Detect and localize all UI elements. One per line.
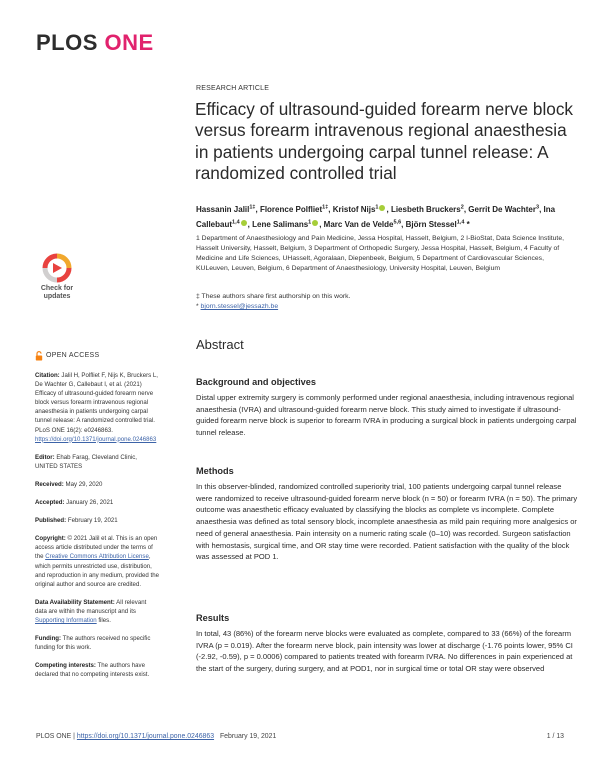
- article-type: RESEARCH ARTICLE: [196, 85, 270, 92]
- footer-left: [36, 733, 276, 740]
- editor-block: [35, 453, 159, 471]
- author-name: Lene Salimans: [252, 219, 309, 229]
- author-name: Florence Polfliet: [259, 204, 323, 214]
- affiliations: 1 Department of Anaesthesiology and Pain Medicine, Jessa Hospital, Hasselt, Belgium, 2 I-BioStat, Data Science Institute, Hasselt University, Hasselt, Belgium, 3 Department of Orthopedic Surgery, Jessa Hospital, Hasselt, Belgium, 4 Faculty of Medicine and Life Sciences, UHasselt, Agoralaan, Diepenbeek, Belgium, 5 Department of Cardiovascular Sciences, KULeuven, Leuven, Belgium, 6 Department of Anaesthesiology, University Hospital, Leuven, Belgium: [196, 235, 564, 272]
- author-notes: [196, 292, 576, 312]
- author-separator: ,: [463, 204, 469, 214]
- data-availability-text-pre: All relevant data are within the manuscript and its: [35, 598, 147, 615]
- author: [406, 220, 470, 229]
- funding-label: Funding:: [35, 635, 62, 643]
- section-text: In total, 43 (86%) of the forearm nerve blocks were evaluated as complete, compared to 33 (66%) of the forearm IVRA (p = 0.019). After the forearm nerve block, pain intensity was lower at discharge (-1.76 points lower, 95% CI (-2.92, -0.59), p = 0.0006) compared to patients treated with forearm IVRA. No differences in pain experienced at the start of the surgery, during surgery, and at POD1, nor in surgical time or total OR stay were observed: [196, 629, 573, 674]
- copyright-block: [35, 534, 159, 589]
- competing-interests-block: [35, 661, 159, 679]
- corresponding-email-link[interactable]: bjorn.stessel@jessazh.be: [200, 303, 279, 310]
- citation-text: Jalil H, Polfliet F, Nijs K, Bruckers L, De Wachter G, Callebaut I, et al. (2021) Efficacy of ultrasound-guided forearm nerve block versus forearm intravenous regional anaesthesia in patients undergoing carpal tunnel release: A randomized controlled trial. PLoS ONE 16(2): e0246863.: [35, 372, 158, 434]
- check-for-updates-badge[interactable]: [35, 253, 79, 313]
- accepted-label: Accepted:: [35, 499, 65, 507]
- accepted-block: [35, 498, 159, 507]
- corresponding-author-note: [196, 302, 576, 312]
- competing-interests-label: Competing interests:: [35, 662, 96, 670]
- author: [391, 205, 468, 214]
- published-label: Published:: [35, 517, 67, 525]
- orcid-icon[interactable]: [379, 205, 385, 211]
- author-separator: ,: [539, 204, 544, 214]
- logo-plos: PLOS: [36, 30, 98, 55]
- footer-doi-link[interactable]: https://doi.org/10.1371/journal.pone.0246863: [76, 733, 215, 740]
- received-date: May 29, 2020: [65, 480, 103, 488]
- abstract-section-methods: [196, 466, 578, 563]
- author: [196, 205, 260, 214]
- received-block: [35, 480, 159, 489]
- journal-logo: [36, 30, 154, 56]
- author-name: Björn Stessel: [405, 219, 457, 229]
- author-affiliation-marker: 1,4: [456, 219, 465, 226]
- section-heading: Background and objectives: [196, 377, 316, 387]
- open-access-badge: [35, 351, 159, 361]
- section-heading: Methods: [196, 466, 234, 476]
- section-heading: Results: [196, 613, 230, 623]
- author-affiliation-marker: 1,4: [232, 219, 240, 226]
- author-name: Kristof Nijs: [332, 204, 376, 214]
- footer-separator: |: [73, 733, 75, 740]
- author-separator: ,: [386, 204, 391, 214]
- page-number: 1 / 13: [546, 733, 564, 740]
- footer-journal: PLOS ONE: [36, 733, 72, 740]
- footer-date: February 19, 2021: [219, 733, 277, 740]
- author-affiliation-marker: 2: [460, 204, 464, 210]
- copyright-text-pre: © 2021 Jalil et al. This is an open access article distributed under the terms of the: [35, 535, 158, 561]
- author-name: Gerrit De Wachter: [468, 204, 536, 214]
- article-info-sidebar: [35, 351, 159, 688]
- open-access-label: OPEN ACCESS: [46, 352, 100, 360]
- author-list: [196, 201, 576, 231]
- citation-doi-link[interactable]: https://doi.org/10.1371/journal.pone.0246863: [35, 435, 157, 443]
- funding-block: [35, 634, 159, 652]
- author-affiliation-marker: 5,6: [393, 219, 402, 226]
- editor-text: Ehab Farag, Cleveland Clinic, UNITED STATES: [35, 453, 137, 470]
- abstract-section-results: [196, 613, 578, 675]
- received-label: Received:: [35, 480, 64, 488]
- author-affiliation-marker: 1: [308, 219, 312, 226]
- abstract-section-background: [196, 377, 578, 439]
- author-name: Ina Callebaut: [196, 204, 556, 229]
- abstract-heading: Abstract: [196, 337, 244, 352]
- published-block: [35, 516, 159, 525]
- author: [324, 220, 406, 229]
- supporting-information-link[interactable]: Supporting Information: [35, 616, 97, 624]
- author-affiliation-marker: 1‡: [249, 204, 256, 210]
- check-updates-line2: updates: [43, 293, 71, 300]
- open-lock-icon: [35, 351, 43, 361]
- accepted-date: January 26, 2021: [66, 499, 114, 507]
- data-availability-text-post: files.: [98, 616, 111, 624]
- author-separator: ,: [247, 219, 253, 229]
- page-footer: [36, 733, 564, 740]
- author-separator: *: [464, 219, 470, 229]
- section-text: In this observer-blinded, randomized controlled superiority trial, 100 patients undergoing carpal tunnel release were randomized to receive ultrasound-guided forearm nerve block (n = 50) or forearm IVRA (n = 50). The primary outcome was anaesthetic efficacy evaluated by classifying the blocks as complete vs incomplete. Complete anaesthesia was defined as total sensory block, incomplete anaesthesia as mild pain requiring more analgesics or need of general anaesthesia. Pain intensity on a numeric rating scale (0–10) was recorded. Surgeon satisfaction with hemostasis, surgical time, and OR stay time were recorded. Patient satisfaction with the quality of the block was assessed at POD 1.: [196, 482, 578, 562]
- copyright-text-post: , which permits unrestricted use, distribution, and reproduction in any medium, provided the original author and source are credited.: [35, 553, 159, 588]
- editor-label: Editor:: [35, 453, 55, 461]
- author-affiliation-marker: 1‡: [322, 204, 329, 210]
- funding-text: The authors received no specific funding for this work.: [35, 635, 151, 652]
- author: [252, 220, 324, 229]
- competing-interests-text: The authors have declared that no competing interests exist.: [35, 662, 150, 679]
- check-updates-icon: [42, 253, 72, 283]
- author-affiliation-marker: 3: [536, 204, 540, 210]
- author-separator: ,: [328, 204, 333, 214]
- article-title: Efficacy of ultrasound-guided forearm nerve block versus forearm intravenous regional anaesthesia in patients undergoing carpal tunnel release: A randomized controlled trial: [195, 99, 574, 184]
- orcid-icon[interactable]: [312, 220, 318, 226]
- published-date: February 19, 2021: [67, 517, 118, 525]
- citation-block: [35, 371, 159, 444]
- check-updates-line1: Check for: [40, 285, 74, 292]
- author-separator: ,: [255, 204, 260, 214]
- copyright-label: Copyright:: [35, 535, 66, 543]
- asterisk-mark: *: [196, 303, 199, 310]
- shared-authorship-note: ‡ These authors share first authorship on this work.: [196, 293, 351, 300]
- author: [260, 205, 333, 214]
- data-availability-label: Data Availability Statement:: [35, 598, 115, 606]
- author-name: Marc Van de Velde: [323, 219, 394, 229]
- data-availability-block: [35, 598, 159, 625]
- logo-one: ONE: [104, 30, 154, 55]
- cc-license-link[interactable]: Creative Commons Attribution License: [45, 553, 149, 561]
- author: [333, 205, 391, 214]
- citation-label: Citation:: [35, 372, 60, 379]
- author-affiliation-marker: 1: [375, 204, 379, 210]
- author-separator: ,: [319, 219, 324, 229]
- author: [468, 205, 543, 214]
- orcid-icon[interactable]: [241, 220, 247, 226]
- author-name: Liesbeth Bruckers: [390, 204, 461, 214]
- author-separator: ,: [401, 219, 406, 229]
- section-text: Distal upper extremity surgery is commonly performed under regional anaesthesia, including intravenous regional anaesthesia (IVRA) and ultrasound-guided forearm nerve block. This study aimed to investigate if ultrasound-guided forearm nerve block is superior to forearm IVRA in producing a surgical block in patients undergoing carpal tunnel release.: [196, 393, 577, 438]
- author-name: Hassanin Jalil: [196, 204, 250, 214]
